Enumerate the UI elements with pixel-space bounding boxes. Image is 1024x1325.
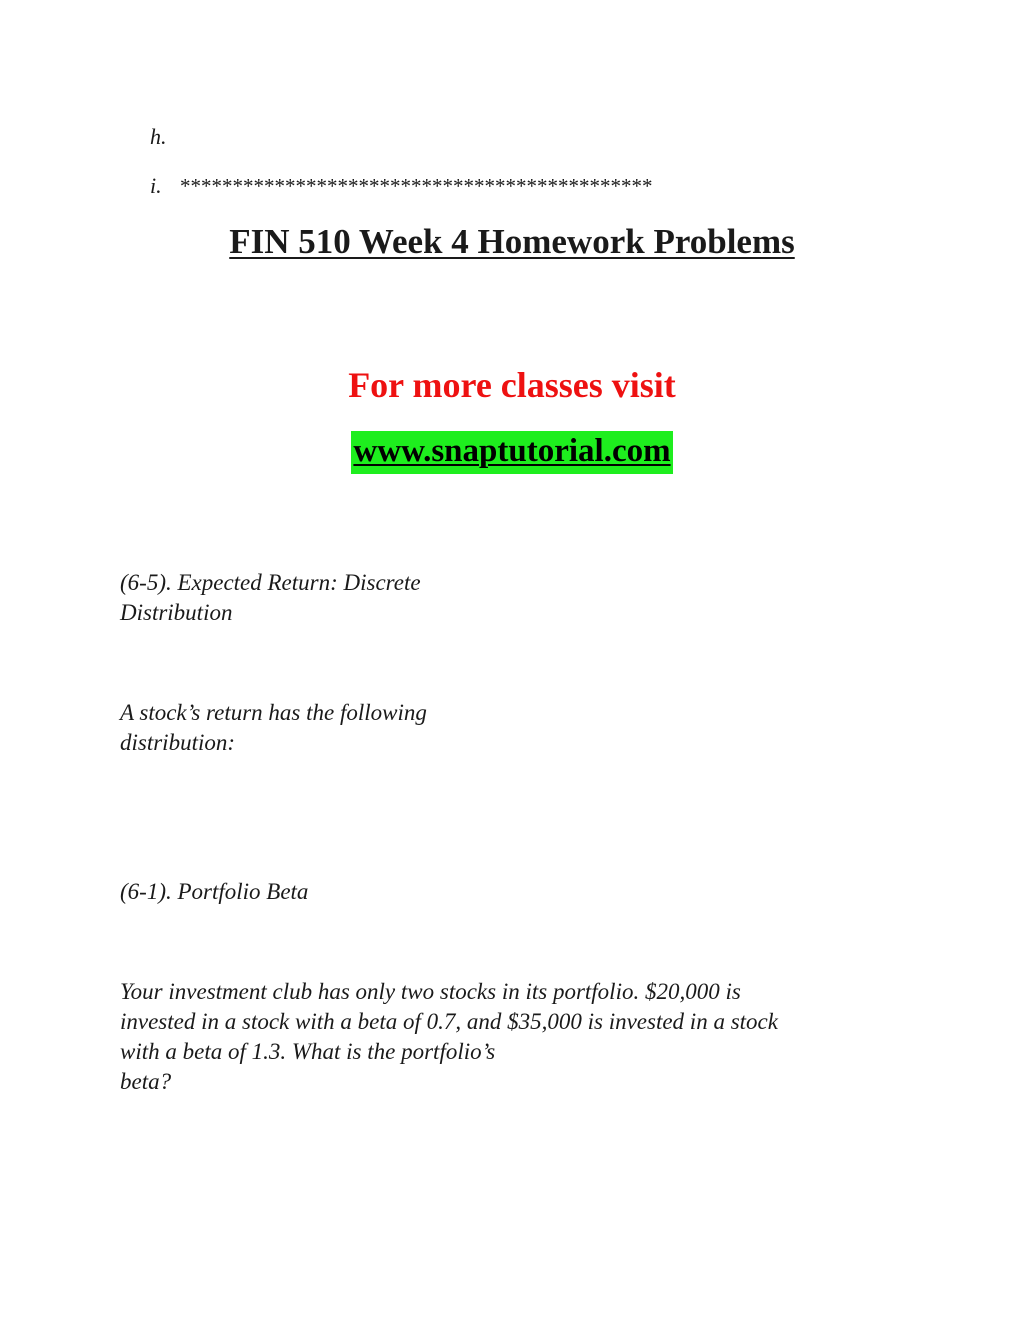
problem-1-heading [120,568,421,628]
problem-1-heading-line: (6-5). Expected Return: Discrete [120,570,421,595]
problem-2-body-line: Your investment club has only two stocks in its portfolio. $20,000 is [120,979,741,1004]
list-marker-i: i. [150,173,162,198]
promo-link-container [0,431,1024,474]
problem-1-body-line: distribution: [120,730,236,755]
problem-2-body-line: with a beta of 1.3. What is the portfolio’s [120,1039,496,1064]
page-title-text: FIN 510 Week 4 Homework Problems [229,222,795,261]
promo-text: For more classes visit [348,365,676,405]
list-marker-h: h. [150,124,167,149]
list-item-h [150,124,180,150]
problem-2-heading-line: (6-1). Portfolio Beta [120,879,309,904]
problem-2-heading [120,877,308,907]
snaptutorial-link[interactable]: www.snaptutorial.com [351,431,672,474]
problem-1-body-line: A stock’s return has the following [120,700,427,725]
problem-2-body [120,977,778,1097]
problem-1-heading-line: Distribution [120,600,233,625]
problem-2-body-line: invested in a stock with a beta of 0.7, and $35,000 is invested in a stock [120,1009,778,1034]
problem-1-body [120,698,427,758]
page-title [0,222,1024,262]
separator-stars: ********************************************* [180,174,653,198]
problem-2-body-line: beta? [120,1069,172,1094]
list-item-i [150,173,653,199]
